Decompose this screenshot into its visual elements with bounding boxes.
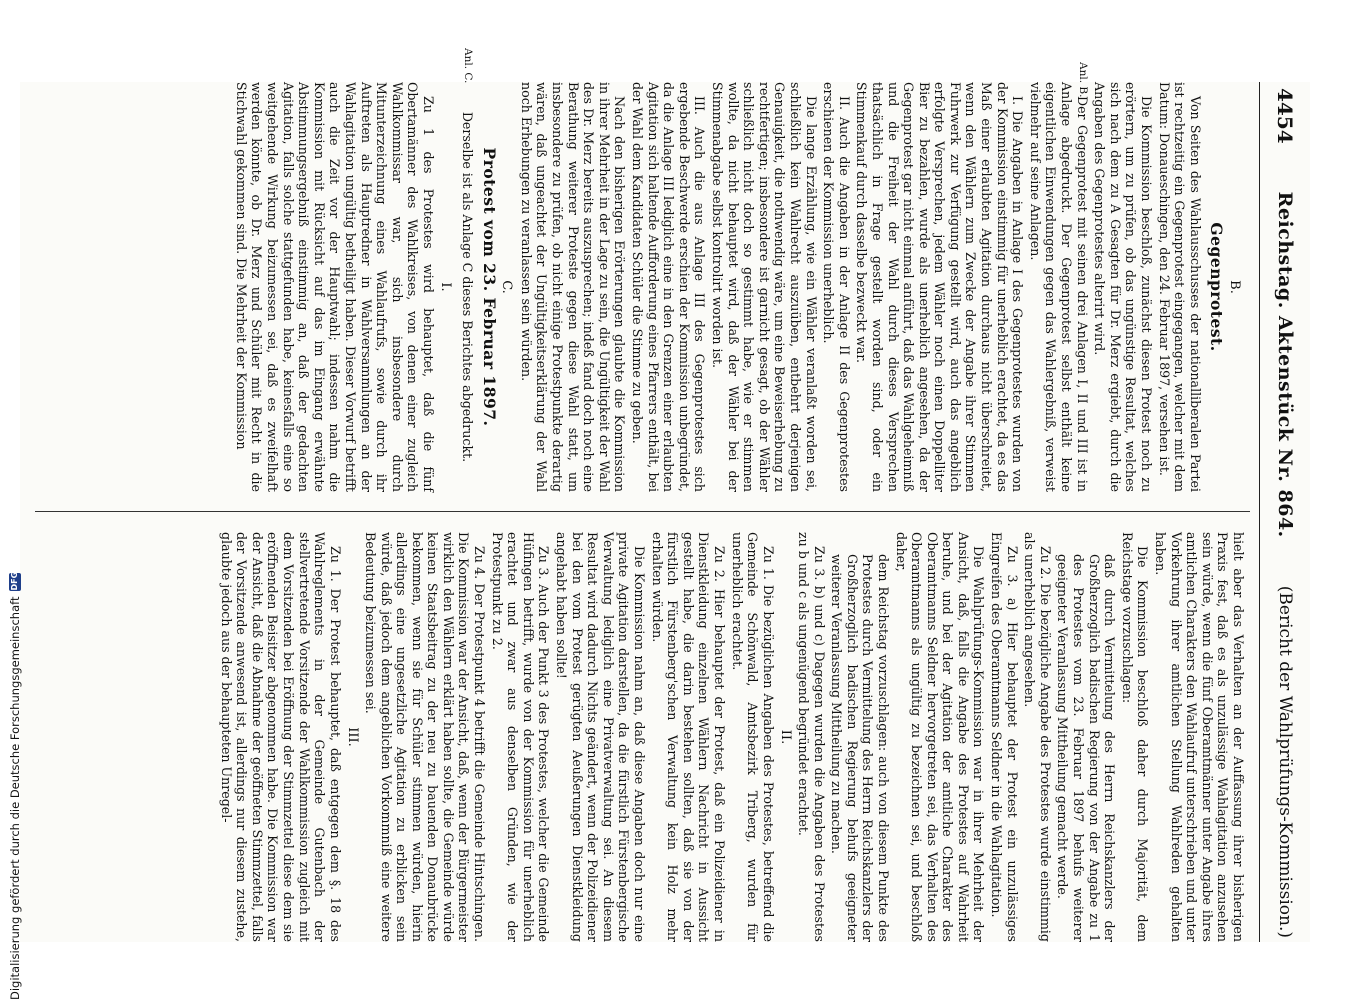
paragraph: Die lange Erzählung, wie ein Wähler veranlaßt worden sei, schließlich kein Wahlrecht auszuüben, entbehrt derjenigen Genauigkeit, die nothwendig wäre, um eine Beweiserhebung zu rechtfertigen; insbesondere ist garnicht gesagt, ob der Wähler schließlich nicht doch so gestimmt habe, wie er stimmen wollte, da nicht behauptet wird, daß der Wähler bei der Stimmenabgabe selbst kontrolirt worden ist.	[710, 82, 819, 492]
paragraph: Zu 3. b) und c) Dagegen wurden die Angaben des Protestes zu b und c als ungenügend begründet erachtet.	[795, 532, 827, 942]
section-c-heading: Protest vom 23. Februar 1897.	[479, 147, 499, 427]
dfg-logo: DFG	[10, 571, 19, 591]
paragraph: I. Die Angaben in Anlage I des Gegenprotestes wurden von der Kommission einstimmig für unerheblich erachtet, da es das Maß einer erlaubten Agitation durchaus nicht überschreitet, wenn den Wählern zum Zwecke der Angabe ihrer Stimmen Fuhrwerk zur Verfügung gestellt wird, auch das angeblich erfolgte Versprechen, jedem Wähler noch einen Doppelliter Bier zu bezahlen, wurde als unerheblich angesehen, da der Gegenprotest gar nicht einmal anführt, daß das Wahlgeheimniß und die Freiheit der Wahl durch dieses Versprechen thatsächlich in Frage gestellt worden sind, oder ein Stimmenkauf durch dasselbe bezweckt war.	[854, 82, 1026, 492]
paragraph: Von Seiten des Wahlausschusses der nationalliberalen Partei ist rechtzeitig ein Gegenprotest eingegangen, welcher mit dem Datum: Donaueschingen, den 24. Februar 1897, versehen ist.	[1156, 82, 1203, 492]
scanned-page	[20, 48, 1310, 942]
paragraph: Zu 2. Hier behauptet der Protest, daß ein Polizeidiener in Dienstkleidung einzelnen Wählern Nachricht in Aussicht gestellt habe, die darin bestehen sollten, daß sie von der fürstlich Fürstenberg'schen Verwaltung kein Holz mehr erhalten würden.	[649, 532, 727, 942]
paragraph-text: Der Gegenprotest mit seinen drei Anlagen I, II und III ist in Anlage abgedruckt. Der Gegenprotest selbst enthält keine eigentlichen Einwendungen gegen das Wahlergebniß, verweist vielmehr auf seine Anlagen.	[1027, 82, 1090, 492]
right-column	[216, 532, 1246, 942]
paragraph: Die Wahlprüfungs-Kommission war in ihrer Mehrheit der Ansicht, daß, falls die Angabe des Protestes auf Wahrheit beruhe, und bei der Agitation der amtliche Charakter des Oberamtmanns Seldner hervorgetreten sei, das Verhalten des Oberamtmanns als ungültig zu bezeichnen sei, und beschloß daher,	[893, 532, 987, 942]
commission-title: (Bericht der Wahlprüfungs-Kommission.)	[1275, 585, 1295, 938]
paragraph: dem Reichstag vorzuschlagen: auch von diesem Punkte des Protestes durch Vermittelung des Herrn Reichskanzlers der Großherzoglich badischen Regierung behufs geeigneter weiterer Veranlassung Mittheilung zu machen.	[829, 554, 891, 942]
paragraph: Zu 3. Auch der Punkt 3 des Protestes, welcher die Gemeinde Hüfingen betrifft, wurde von der Kommission für unerheblich erachtet und zwar aus denselben Gründen, wie der Protestpunkt zu 2.	[489, 532, 552, 942]
paragraph: Die Kommission nahm an, daß diese Angaben doch nur eine private Agitation darstellen, da die fürstlich Fürstenbergische Verwaltung lediglich eine Privatverwaltung sei. An diesem Resultat wird dadurch Nichts geändert, wenn der Polizeidiener bei den vom Protest gerügten Aeußerungen Dienstkleidung angehabt haben sollte!	[554, 532, 648, 942]
paragraph: Zu 1. Die bezüglichen Angaben des Protestes, betreffend die Gemeinde Schönwald, Amtsbezirk Triberg, wurden für unerheblich erachtet.	[729, 532, 776, 942]
paragraph: daß durch Vermittelung des Herrn Reichskanzlers der Großherzoglich badischen Regierung von der Angabe zu 1 des Protestes vom 23. Februar 1897 behufs weiterer geeigneter Veranlassung Mittheilung gemacht werde.	[1055, 554, 1118, 942]
section-c-roman: I.	[438, 282, 454, 292]
section-b-heading: Gegenprotest.	[1207, 222, 1227, 352]
section-iii-label: III.	[345, 727, 361, 747]
paragraph: Zu 2. Die bezügliche Angabe des Protestes wurde einstimmig als unerheblich angesehen.	[1022, 532, 1053, 942]
paragraph: II. Auch die Angaben in der Anlage II des Gegenprotestes erschienen der Kommission unerheblich.	[821, 82, 852, 492]
page-content	[20, 48, 1310, 942]
page-number: 4454	[1273, 88, 1297, 144]
paragraph: Zu 1. Der Protest behauptet, daß entgegen dem §. 18 des Wahlreglements in der Gemeinde Gutenbach der stellvertretende Vorsitzende der Wahlkommission zugleich mit dem Vorsitzenden bei Eröffnung der Stimmzettel diese dem sie eröffnenden Beisitzer abgenommen habe. Die Kommission war der Ansicht, daß die Abnahme der geöffneten Stimmzettel, falls der Vorsitzende anwesend ist, allerdings nur diesem zustehe, glaubte jedoch aus der behaupteten Unregel-	[218, 532, 343, 942]
left-column	[231, 48, 1246, 492]
page-header	[1259, 82, 1310, 942]
paragraph: Zu 3. a) Hier behauptet der Protest ein unzulässiges Eingreifen des Oberamtmanns Seldner in die Wahlagitation.	[989, 532, 1020, 942]
column-divider	[35, 511, 1250, 512]
section-ii-label: II.	[778, 729, 794, 745]
paragraph: Zu 4. Der Protestpunkt 4 betrifft die Gemeinde Hintschingen. Die Kommission war der Ansicht, daß, wenn der Bürgermeister wirklich den Wählern erklärt haben sollte, die Gemeinde würde keinen Staatsbeitrag zu der neu zu bauenden Donaubrücke bekommen, wenn sie für Schüler stimmen würden, hierin allerdings eine ungesetzliche Agitation zu erblicken sein würde, daß jedoch dem angeblichen Vorkommniß eine weitere Bedeutung beizumessen sei.	[362, 532, 488, 942]
paragraph: Die Kommission beschloß daher durch Majorität, dem Reichstage vorzuschlagen:	[1119, 532, 1151, 942]
paragraph: III. Auch die aus Anlage III des Gegenprotestes sich ergebende Beschwerde erschien der Kommission unbegründet, da die Anlage III lediglich eine in den Grenzen einer erlaubten Agitation sich haltende Aufforderung eines Pfarrers enthält, bei der Wahl dem Kandidaten Schüler die Stimme zu geben.	[630, 82, 708, 492]
paragraph: hielt aber das Verhalten an der Auffassung ihrer bisherigen Praxis fest, daß es als unzulässige Wahlagitation anzusehen sein würde, wenn die fünf Oberamtmänner unter Angabe ihres amtlichen Charakters den Wahlaufruf unterschrieben und unter Vorkehrung ihrer amtlichen Stellung Wahlreden gehalten haben.	[1153, 532, 1246, 942]
paragraph: Nach den bisherigen Erörterungen glaubte die Kommission in ihrer Mehrheit in der Lage zu sein, die Ungültigkeit der Wahl des Dr. Merz bereits auszusprechen; indeß fand doch noch eine Berathung weiterer Proteste gegen diese Wahl statt, um insbesondere zu prüfen, ob nicht einige Protestpunkte derartig wären, daß ungeachtet der Ungültigkeitserklärung der Wahl noch Erhebungen zu veranlassen sein würden.	[518, 82, 628, 492]
section-c-label: C.	[499, 280, 515, 294]
section-c-note	[460, 48, 476, 492]
section-b-label: B.	[1227, 280, 1242, 294]
section-c-note-text: Derselbe ist als Anlage C dieses Berichtes abgedruckt.	[460, 111, 476, 463]
paragraph	[1027, 62, 1090, 492]
margin-note-anl-b: Anl. B.	[1076, 62, 1089, 98]
margin-note-anl-c: Anl. C.	[462, 48, 475, 84]
paragraph: Zu 1 des Protestes wird behauptet, daß die fünf Obertamänner des Wahlkreises, von denen einer zugleich Wahlkommissar war, sich insbesondere durch Mitunterzeichnung eines Wahlaufrufs, sowie durch ihr Auftreten als Hauptredner in Wahlversammlungen an der Wahlagitation ungültig betheiligt haben. Dieser Vorwurf betrifft auch die Zeit vor der Hauptwahl; indessen nahm die Kommission mit Rücksicht auf das im Eingang erwähnte Abstimmungsergebniß einstimmig an, daß der gedachten Agitation, falls solche stattgefunden habe, keinesfalls eine so weitgehende Wirkung beizumessen sei, daß es zweifelhaft werden könnte, ob Dr. Merz und Schüler mit Recht in die Stichwahl gekommen sind. Die Mehrheit der Kommission	[233, 82, 436, 492]
document-title: Reichstag. Aktenstück Nr. 864.	[1274, 191, 1296, 538]
footer-text: Digitalisierung gefördert durch die Deutsche Forschungsgemeinschaft	[8, 596, 22, 1000]
footer-credit	[8, 573, 22, 1000]
paragraph: Die Kommission beschloß, zunächst diesen Protest noch zu erörtern, um zu prüfen, ob das ungünstige Resultat, welches sich nach dem zu A Gesagten für Dr. Merz ergiebt, durch die Angaben des Gegenprotestes alterirt wird.	[1092, 82, 1155, 492]
